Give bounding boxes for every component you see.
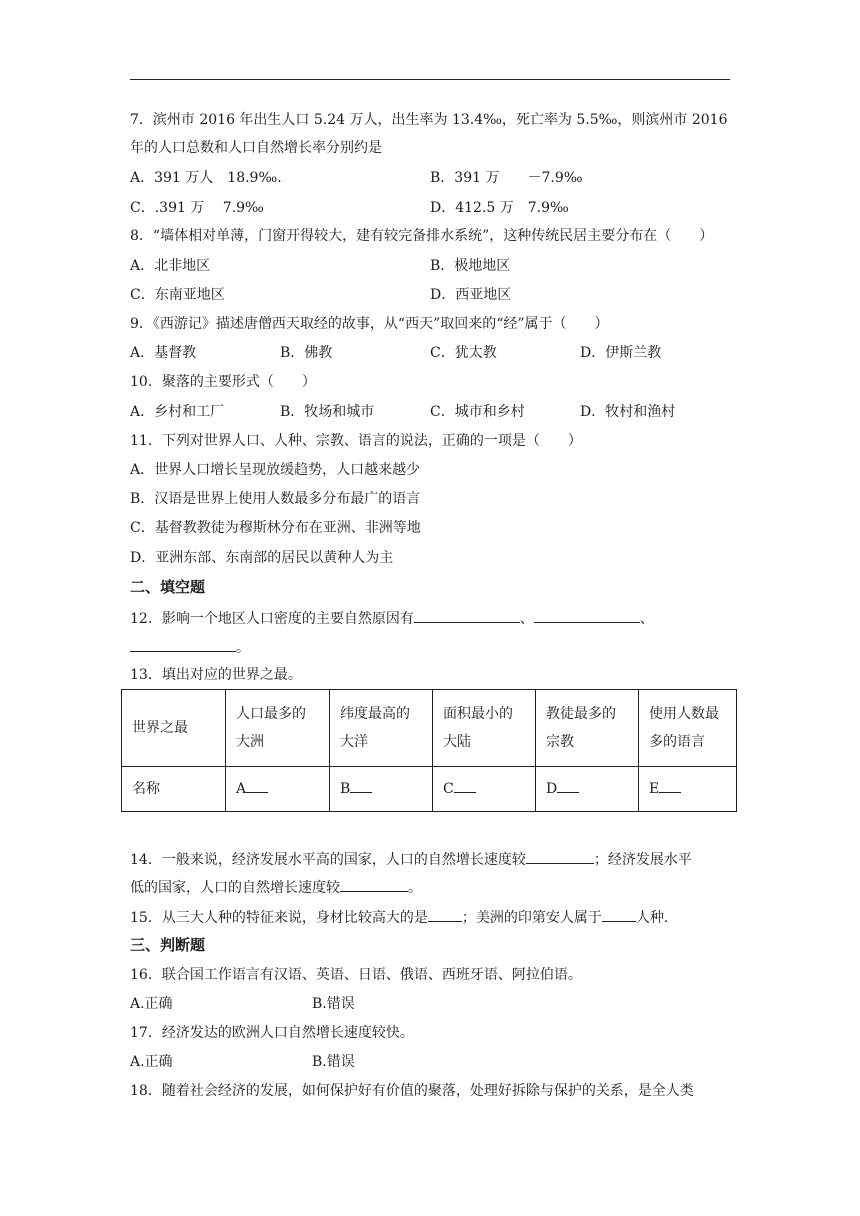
q7-option-b: B．391 万 －7.9‰ (430, 170, 583, 186)
q17-stem: 17．经济发达的欧洲人口自然增长速度较快。 (130, 1025, 414, 1041)
q13-stem: 13．填出对应的世界之最。 (130, 667, 302, 683)
q13-cell-b[interactable]: B (330, 767, 433, 812)
q13-col-1: 人口最多的 大洲 (226, 690, 330, 767)
q13-cell-e[interactable]: E (639, 767, 737, 812)
q7-stem-line2: 年的人口总数和人口自然增长率分别约是 (130, 140, 382, 156)
q13-cell-c[interactable]: C (433, 767, 536, 812)
q8-stem: 8．“墙体相对单薄，门窗开得较大，建有较完备排水系统”，这种传统民居主要分布在（ ） (130, 228, 714, 244)
q9-option-d: D．伊斯兰教 (580, 345, 662, 361)
q10-option-d: D．牧村和渔村 (580, 404, 676, 420)
q11-option-d: D．亚洲东部、东南部的居民以黄种人为主 (130, 550, 394, 566)
q11-option-c: C．基督教教徒为穆斯林分布在亚洲、非洲等地 (130, 520, 421, 536)
q10-stem: 10．聚落的主要形式（ ） (130, 374, 316, 390)
q9-option-a: A．基督教 (130, 345, 197, 361)
q11-option-a: A．世界人口增长呈现放缓趋势，人口越来越少 (130, 462, 421, 478)
q18-stem: 18．随着社会经济的发展，如何保护好有价值的聚落，处理好拆除与保护的关系，是全人类 (130, 1083, 694, 1099)
q15-blank-1[interactable] (428, 907, 462, 922)
q11-option-b: B．汉语是世界上使用人数最多分布最广的语言 (130, 491, 421, 507)
q13-col-5: 使用人数最 多的语言 (639, 690, 737, 767)
q13-row-header: 世界之最 (122, 690, 226, 767)
q17-option-a: A.正确 (130, 1054, 173, 1070)
q11-stem: 11．下列对世界人口、人种、宗教、语言的说法，正确的一项是（ ） (130, 433, 582, 449)
q12-blank-2[interactable] (534, 608, 640, 623)
q15-blank-2[interactable] (602, 907, 636, 922)
q9-stem: 9．《西游记》描述唐僧西天取经的故事，从“西天”取回来的“经”属于（ ） (130, 316, 609, 332)
section-heading-fill-blank: 二、填空题 (130, 578, 206, 596)
q12-blank-3[interactable] (130, 637, 236, 652)
q9-option-b: B．佛教 (280, 345, 333, 361)
q12-blank-1[interactable] (414, 608, 520, 623)
q13-table (121, 689, 737, 812)
q13-col-3: 面积最小的 大陆 (433, 690, 536, 767)
q14-line1: 14．一般来说，经济发展水平高的国家，人口的自然增长速度较 ；经济发展水平 (130, 849, 692, 869)
q12-line1: 12．影响一个地区人口密度的主要自然原因有 、 、 (130, 608, 654, 628)
q13-row2-header: 名称 (122, 767, 226, 812)
q7-option-d: D．412.5 万 7.9‰ (430, 200, 569, 216)
section-heading-judgement: 三、判断题 (130, 936, 206, 954)
q14-blank-2[interactable] (340, 877, 408, 892)
q16-stem: 16．联合国工作语言有汉语、英语、日语、俄语、西班牙语、阿拉伯语。 (130, 967, 582, 983)
q17-option-b: B.错误 (312, 1054, 355, 1070)
q7-option-c: C．.391 万 7.9‰ (130, 200, 264, 216)
q7-option-a: A．391 万人 18.9‰. (130, 170, 282, 186)
q13-cell-a[interactable]: A (226, 767, 330, 812)
q10-option-b: B．牧场和城市 (280, 404, 375, 420)
q10-option-a: A．乡村和工厂 (130, 404, 225, 420)
q13-col-4: 教徒最多的 宗教 (536, 690, 639, 767)
q9-option-c: C．犹太教 (430, 345, 497, 361)
header-rule (130, 79, 730, 80)
q8-option-c: C．东南亚地区 (130, 287, 225, 303)
q16-option-b: B.错误 (312, 996, 355, 1012)
q8-option-d: D．西亚地区 (430, 287, 512, 303)
q12-line2: 。 (130, 637, 250, 657)
q15-line: 15．从三大人种的特征来说，身材比较高大的是 ；美洲的印第安人属于 人种. (130, 907, 668, 927)
q13-col-2: 纬度最高的 大洋 (330, 690, 433, 767)
q8-option-b: B．极地地区 (430, 258, 511, 274)
q16-option-a: A.正确 (130, 996, 173, 1012)
q14-line2: 低的国家，人口的自然增长速度较 。 (130, 877, 422, 897)
q7-stem-line1: 7．滨州市 2016 年出生人口 5.24 万人，出生率为 13.4‰，死亡率为 5.5‰，则滨州市 2016 (130, 112, 728, 128)
q13-cell-d[interactable]: D (536, 767, 639, 812)
q10-option-c: C．城市和乡村 (430, 404, 525, 420)
q8-option-a: A．北非地区 (130, 258, 211, 274)
q14-blank-1[interactable] (526, 849, 594, 864)
